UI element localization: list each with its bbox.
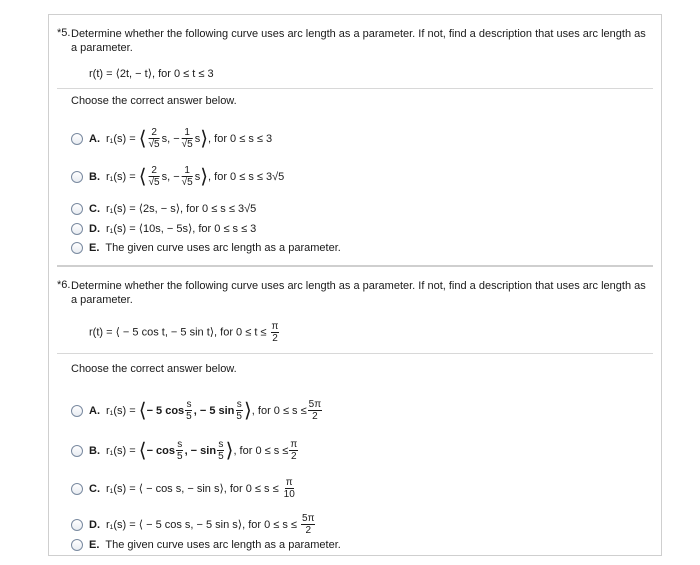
radio-button[interactable] [71, 405, 83, 417]
question-6 [49, 269, 661, 555]
radio-button[interactable] [71, 203, 83, 215]
option-e[interactable]: E. The given curve uses arc length as a parameter. [71, 539, 341, 551]
question-5 [49, 15, 661, 265]
radio-button[interactable] [71, 519, 83, 531]
divider [57, 353, 653, 354]
option-b[interactable]: B. r₁(s) = ⟨ $\frac{2}{√5}$ s, − $\frac{1}{√5}$ s ⟩ , for 0 ≤ s ≤ 3√5 [71, 165, 284, 188]
option-d[interactable]: D. r₁(s) = ⟨ − 5 cos s, − 5 sin s⟩, for 0 ≤ s ≤ $\frac{5\pi}{2}$ [71, 513, 316, 536]
question-text: Determine whether the following curve uses arc length as a parameter. If not, find a description that uses arc length as a parameter. [71, 280, 646, 306]
question-text: Determine whether the following curve uses arc length as a parameter. If not, find a description that uses arc length as a parameter. [71, 28, 646, 54]
question-page [48, 14, 662, 556]
choose-prompt: Choose the correct answer below. [71, 363, 237, 375]
option-a[interactable]: A. r₁(s) = ⟨ − 5 cos $\frac{s}{5}$ , − 5 sin $\frac{s}{5}$ ⟩ , for 0 ≤ s ≤ $\frac{5\pi}{2}$ [71, 399, 323, 422]
option-c[interactable]: C. r₁(s) = ⟨2s, − s⟩, for 0 ≤ s ≤ 3√5 [71, 202, 256, 215]
radio-button[interactable] [71, 171, 83, 183]
choose-prompt: Choose the correct answer below. [71, 95, 237, 107]
curve-definition: r(t) = ⟨ − 5 cos t, − 5 sin t⟩, for 0 ≤ t ≤ $\frac{\pi}{2}$ [89, 321, 279, 344]
question-number: *5. [57, 27, 71, 39]
option-b[interactable]: B. r₁(s) = ⟨ − cos $\frac{s}{5}$ , − sin $\frac{s}{5}$ ⟩ , for 0 ≤ s ≤ $\frac{\pi}{2}$ [71, 439, 299, 462]
fraction: $\frac{2}{√5}$ [148, 127, 160, 150]
radio-button[interactable] [71, 133, 83, 145]
question-number: *6. [57, 279, 71, 291]
fraction: $\frac{1}{√5}$ [181, 165, 193, 188]
curve-definition: r(t) = ⟨2t, − t⟩, for 0 ≤ t ≤ 3 [89, 68, 214, 80]
option-e[interactable]: E. The given curve uses arc length as a parameter. [71, 242, 341, 254]
radio-button[interactable] [71, 242, 83, 254]
radio-button[interactable] [71, 539, 83, 551]
radio-button[interactable] [71, 483, 83, 495]
radio-button[interactable] [71, 445, 83, 457]
question-separator [57, 265, 653, 267]
fraction: $\frac{2}{√5}$ [148, 165, 160, 188]
option-a[interactable]: A. r₁(s) = ⟨ $\frac{2}{√5}$ s, − $\frac{1}{√5}$ s ⟩ , for 0 ≤ s ≤ 3 [71, 127, 272, 150]
option-d[interactable]: D. r₁(s) = ⟨10s, − 5s⟩, for 0 ≤ s ≤ 3 [71, 222, 256, 235]
option-c[interactable]: C. r₁(s) = ⟨ − cos s, − sin s⟩, for 0 ≤ s ≤ $\frac{\pi}{10}$ [71, 477, 297, 500]
fraction: $\frac{1}{√5}$ [181, 127, 193, 150]
divider [57, 88, 653, 89]
radio-button[interactable] [71, 223, 83, 235]
